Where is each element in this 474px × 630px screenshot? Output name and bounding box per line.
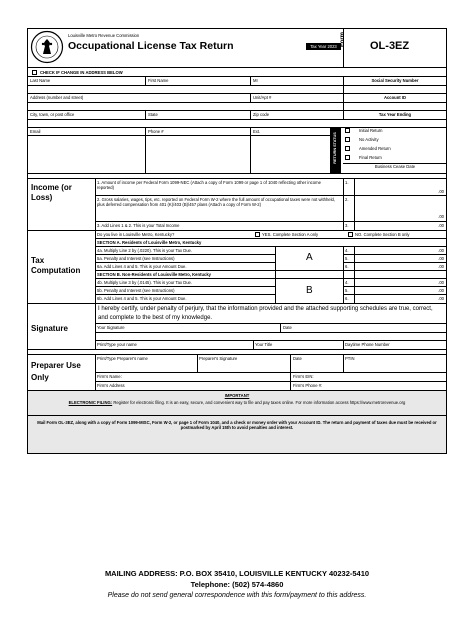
rule — [27, 93, 447, 94]
rule — [343, 354, 344, 372]
rule — [343, 340, 344, 349]
address-label: Address (number and street) — [30, 95, 84, 100]
line-4a: 4a. Multiply Line 2 by (.0220). This is your Tax Due. — [97, 248, 193, 253]
line-3-amount[interactable]: .00 — [438, 223, 444, 228]
agency-name: Louisville Metro Revenue Commission — [68, 33, 140, 38]
rule — [27, 102, 447, 103]
resident-no-label: NO. Complete Section B only — [355, 232, 410, 237]
line-2-amount[interactable]: .00 — [438, 214, 444, 219]
line-5a-amount[interactable]: .00 — [438, 256, 444, 261]
preparer-date-label: Date — [293, 356, 302, 361]
apt-label: Unit/Apt # — [253, 95, 272, 100]
rule — [343, 262, 447, 263]
ext-label: Ext. — [253, 129, 261, 134]
line-1-amount[interactable]: .00 — [438, 189, 444, 194]
rule — [27, 415, 447, 416]
rule — [250, 93, 251, 102]
form-word: Form — [340, 32, 346, 47]
no-activity-label: No Activity — [359, 137, 379, 142]
rule — [95, 340, 447, 341]
address-change-label: CHECK IF CHANGE IN ADDRESS BELOW — [40, 70, 123, 75]
resident-yes-checkbox[interactable] — [255, 232, 260, 237]
income-line-2: 2. Gross salaries, wages, tips, etc. reported on Federal Form W-2 where the full amount of occupational taxes were not withheld, plus deferred compensation from 401 (K)/403 (B)/457 plans (Attach a copy of Form W-2) — [97, 197, 336, 207]
important-heading: IMPORTANT — [224, 393, 250, 398]
income-section-label: Income (or Loss) — [31, 183, 72, 202]
ssn-label: Social Security Number — [371, 78, 419, 83]
final-return-label: Final Return — [359, 155, 382, 160]
rule — [343, 178, 344, 230]
rule — [95, 303, 96, 349]
rule — [27, 178, 447, 179]
amended-return-label: Amended Return — [359, 146, 391, 151]
rule — [95, 294, 275, 295]
rule — [27, 349, 447, 350]
line-5b-amount[interactable]: .00 — [438, 288, 444, 293]
income-line-1: 1. Amount of income per Federal Form 1099-NEC (Attach a copy of Form 1099 or page 1 of 1040 reflecting other income reported) — [97, 180, 321, 190]
form-code: OL-3EZ — [370, 40, 410, 52]
firm-ein-label: Firm's EIN: — [293, 374, 314, 379]
your-title-label: Your Title — [255, 342, 273, 347]
initial-return-label: Initial Return — [359, 128, 383, 133]
phone-label: Phone # — [148, 129, 164, 134]
efiling-label: ELECTRONIC FILING: — [68, 400, 113, 405]
rule — [343, 286, 447, 287]
line-6a-amount[interactable]: .00 — [438, 264, 444, 269]
tax-year-ending-label: Tax Year Ending — [378, 112, 412, 117]
section-b-letter: B — [306, 285, 313, 296]
line-num-3: 3. — [345, 223, 349, 228]
efiling-text: Register for electronic filing. It is an easy, secure, and convenient way to file and pay taxes online. For more information access https://www.metrorevenue.org — [113, 400, 406, 405]
last-name-label: Last Name — [30, 78, 51, 83]
rule — [27, 354, 447, 355]
signature-date-label: Date — [283, 325, 292, 330]
rule — [27, 127, 447, 128]
line-4a-amount[interactable]: .00 — [438, 248, 444, 253]
rule — [27, 303, 447, 304]
section-b-title: SECTION B. Non-Residents of Louisville Metro, Kentucky — [97, 272, 212, 277]
address-change-checkbox[interactable] — [32, 70, 37, 75]
rule — [95, 286, 275, 287]
business-cease-date-label: Business Cease Date — [374, 164, 416, 169]
line-4b-amount[interactable]: .00 — [438, 280, 444, 285]
rule — [27, 230, 447, 231]
line-num-4a: 4. — [345, 248, 349, 253]
rule — [253, 340, 254, 349]
line-num-6b: 6. — [345, 296, 349, 301]
line-6b-amount[interactable]: .00 — [438, 296, 444, 301]
rule — [27, 76, 447, 77]
line-num-4b: 4. — [345, 280, 349, 285]
rule — [343, 294, 447, 295]
rule — [95, 254, 275, 255]
rule — [275, 246, 276, 303]
rule — [197, 354, 198, 372]
amended-return-checkbox[interactable] — [345, 146, 350, 151]
rule — [95, 332, 447, 333]
form-title: Occupational License Tax Return — [68, 40, 234, 52]
rule — [95, 262, 275, 263]
section-a-letter: A — [306, 252, 313, 263]
first-name-label: First Name — [148, 78, 169, 83]
rule — [95, 323, 447, 324]
ptin-label: PTIN — [345, 356, 355, 361]
rule — [250, 110, 251, 119]
mail-instructions: Mail Form OL-3EZ, along with a copy of Form 1099-MISC, Form W-2, or page 1 of Form 1040, and a check or money order with your Account ID. The return and payment of taxes due must be received or postmarked by April 15th to avoid penalties and interest. — [37, 420, 437, 430]
rule — [95, 221, 447, 222]
line-num-2: 2. — [345, 197, 349, 202]
rule — [27, 110, 447, 111]
line-num-5a: 5. — [345, 256, 349, 261]
louisville-seal-logo — [30, 30, 64, 64]
correspondence-notice: Please do not send general correspondence with this form/payment to this address. — [107, 592, 367, 599]
line-6a: 6a. Add Lines 4 and 5. This is your Amount Due. — [97, 264, 187, 269]
telephone: Telephone: (502) 574-4860 — [190, 580, 284, 589]
line-num-1: 1. — [345, 180, 349, 185]
rule — [343, 254, 447, 255]
rule — [27, 119, 447, 120]
firm-name-label: Firm's Name: — [97, 374, 122, 379]
final-return-checkbox[interactable] — [345, 155, 350, 160]
rule — [343, 163, 447, 164]
firm-address-label: Firm's Address — [97, 383, 125, 388]
line-5b: 5b. Penalty and Interest (see Instructions) — [97, 288, 175, 293]
rule — [95, 246, 447, 247]
daytime-phone-label: Daytime Phone Number — [345, 342, 390, 347]
rule — [250, 76, 251, 85]
rule — [95, 230, 96, 303]
rule — [145, 110, 146, 119]
perjury-declaration: I hereby certify, under penalty of perjury, that the information provided and the attached supporting schedules are true, correct, and complete to the best of my knowledge. — [98, 306, 433, 321]
line-num-5b: 5. — [345, 288, 349, 293]
tax-year-badge: Tax Year 2023 — [306, 43, 341, 50]
initial-return-checkbox[interactable] — [345, 128, 350, 133]
return-status-label: RETURN STATUS — [333, 132, 337, 164]
city-label: City, town, or post office — [30, 112, 75, 117]
resident-no-checkbox[interactable] — [348, 232, 353, 237]
rule — [95, 372, 447, 373]
no-activity-checkbox[interactable] — [345, 137, 350, 142]
rule — [95, 178, 96, 230]
mi-label: MI — [253, 78, 258, 83]
income-line-3: 3. Add Lines 1 & 2. This is your Total Income — [97, 223, 180, 228]
your-signature-label: Your Signature — [97, 325, 125, 330]
line-6b: 6b. Add Lines 4 and 5. This is your Amount Due. — [97, 296, 187, 301]
rule — [280, 323, 281, 332]
rule — [95, 381, 447, 382]
resident-question: Do you live in Louisville Metro, Kentucky? — [97, 232, 175, 237]
mailing-address: MAILING ADDRESS: P.O. BOX 35410, LOUISVILLE KENTUCKY 40232-5410 — [104, 569, 370, 578]
rule — [354, 178, 355, 230]
rule — [95, 195, 447, 196]
print-name-label: Print/Type your name — [97, 342, 137, 347]
rule — [250, 127, 251, 173]
tax-section-label: Tax Computation — [31, 256, 81, 275]
efiling-paragraph — [40, 400, 434, 405]
rule — [27, 135, 330, 136]
section-a-title: SECTION A. Residents of Louisville Metro, Kentucky — [97, 240, 202, 245]
rule — [95, 278, 447, 279]
resident-yes-label: YES. Complete Section A only — [262, 232, 319, 237]
line-num-6a: 6. — [345, 264, 349, 269]
return-status-bar — [330, 127, 341, 173]
rule — [95, 270, 447, 271]
preparer-name-label: Print/Type Preparer's name — [97, 356, 148, 361]
rule — [95, 238, 447, 239]
state-label: State — [148, 112, 158, 117]
email-label: Email — [30, 129, 41, 134]
rule — [145, 76, 146, 85]
name-input-row[interactable] — [30, 86, 342, 93]
rule — [27, 67, 447, 68]
rule — [27, 173, 447, 174]
zip-label: Zip code — [253, 112, 270, 117]
line-4b: 4b. Multiply Line 3 by (.0145). This is your Tax Due. — [97, 280, 193, 285]
signature-section-label: Signature — [31, 324, 68, 333]
preparer-signature-label: Preparer's Signature — [199, 356, 238, 361]
preparer-section-label: Preparer Use Only — [31, 361, 81, 382]
line-5a: 5a. Penalty and Interest (see Instructions) — [97, 256, 175, 261]
rule — [145, 127, 146, 173]
firm-phone-label: Firm's Phone #: — [293, 383, 323, 388]
account-id-label: Account ID — [383, 95, 407, 100]
